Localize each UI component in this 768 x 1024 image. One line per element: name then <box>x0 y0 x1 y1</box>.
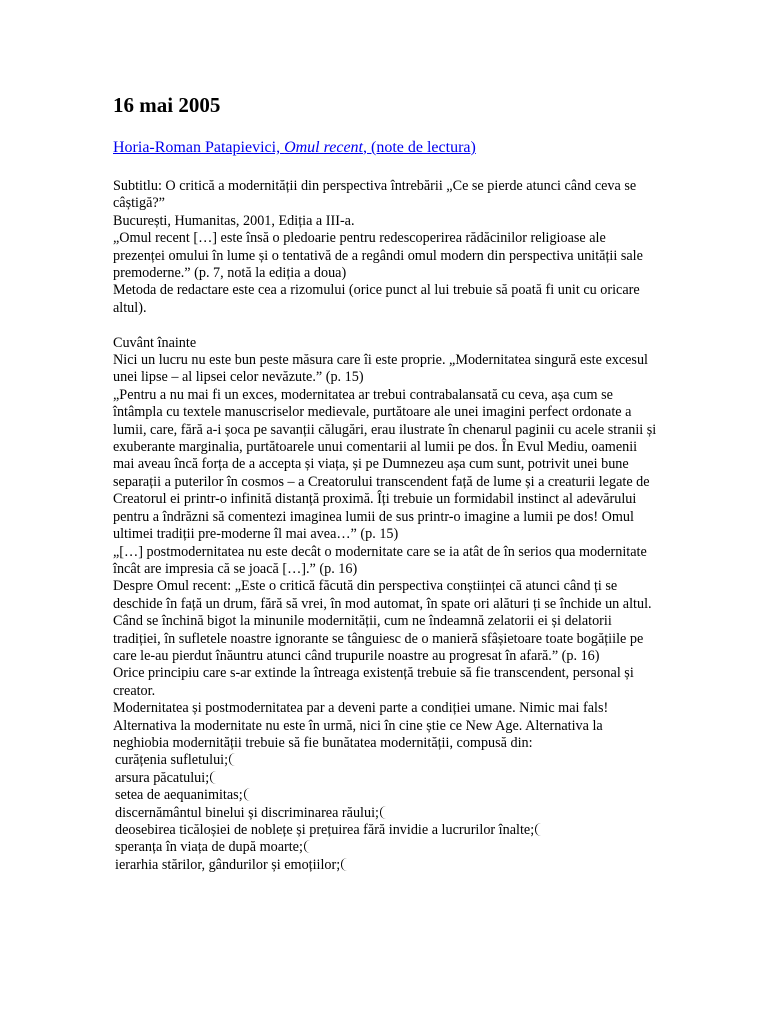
paragraph: București, Humanitas, 2001, Ediția a III-a. <box>113 212 355 229</box>
virtues-list <box>113 752 658 874</box>
post-date: 16 mai 2005 <box>113 93 221 117</box>
list-item: arsura păcatului; <box>113 770 658 787</box>
article-title-link[interactable] <box>113 138 658 158</box>
book-title: Omul recent <box>284 139 363 156</box>
paragraph: „Pentru a nu mai fi un exces, modernitatea ar trebui contrabalansată cu ceva, așa cum se întâmpla cu textele manuscriselor medievale, purtătoare ale unei imagini perfect ordonate a lumii, care, fără a-i șoca pe savanții călugări, erau ilustrate în chenarul paginii cu acele stranii și exuberante marginalia, purtătoarele unui comentarii al lumii pe dos. În Evul Mediu, oamenii mai aveau încă forța de a accepta și viața, și pe Dumnezeu așa cum sunt, potrivit unei bune separații a puterilor în cosmos – a Creatorului transcendent față de lume și a creaturii legate de Creatorul ei printr-o infinită distanță proximă. Îți trebuie un formidabil instinct al adevărului pentru a îndrăzni să comentezi imaginea lumii de sus printr-o imagine a lumii pe dos! Omul ultimei tradiții pre-moderne îl mai avea…” (p. 15) <box>113 386 657 543</box>
list-item: speranța în viața de după moarte; <box>113 839 658 856</box>
list-item: deosebirea ticăloșiei de noblețe și prețuirea fără invidie a lucrurilor înalte; <box>113 822 658 839</box>
title-suffix: , (note de lectura) <box>363 139 476 156</box>
author-name: Horia-Roman Patapievici, <box>113 139 285 156</box>
list-item: discernământul binelui și discriminarea răului; <box>113 805 658 822</box>
paragraph: Subtitlu: O critică a modernității din perspectiva întrebării „Ce se pierde atunci când ceva se câștigă?” <box>113 178 637 212</box>
paragraph: Metoda de redactare este cea a rizomului (orice punct al lui trebuie să poată fi unit cu oricare altul). <box>113 282 640 316</box>
bracket-mark-icon <box>229 753 236 766</box>
paragraph: Modernitatea și postmodernitatea par a deveni parte a condiției umane. Nimic mai fals! Alternativa la modernitate nu este în urmă, nici în cine știe ce New Age. Alternativa la neghiobia modernității trebuie să fie bunătatea modernității, compusă din: <box>113 700 609 751</box>
paragraph: Orice principiu care s-ar extinde la întreaga existență trebuie să fie transcendent, personal și creator. <box>113 665 634 699</box>
spacer <box>113 317 658 334</box>
list-item: curățenia sufletului; <box>113 752 658 769</box>
list-item: ierarhia stărilor, gândurilor și emoțiilor; <box>113 857 658 874</box>
foreword-section <box>113 335 658 753</box>
intro-section <box>113 178 658 317</box>
bracket-mark-icon <box>341 858 348 871</box>
paragraph: Despre Omul recent: „Este o critică făcută din perspectiva conștiinței că atunci când ți se deschide în față un drum, fără să vrei, în mod automat, în spate ori alături ți se închide un altul. Când se închină bigot la minunile modernității, cum ne îndeamnă zelatorii ei și delatorii tradiției, în sufletele noastre ignorante se tânguiesc de o manieră sfâșietoare toate bogățiile pe care le-au pierdut înăuntru atunci când trupurile noastre au progresat în afară.” (p. 16) <box>113 578 652 664</box>
bracket-mark-icon <box>304 840 311 853</box>
paragraph: „Omul recent […] este însă o pledoarie pentru redescoperirea rădăcinilor religioase ale prezenței omului în lume și o tentativă de a regândi omul modern din perspectiva unității sale premoderne.” (p. 7, notă la ediția a doua) <box>113 230 643 282</box>
section-heading: Cuvânt înainte <box>113 334 197 351</box>
paragraph: „[…] postmodernitatea nu este decât o modernitate care se ia atât de în serios qua modernitate încât are impresia că se joacă […].” (p. 16) <box>113 543 647 577</box>
bracket-mark-icon <box>244 788 251 801</box>
bracket-mark-icon <box>535 823 542 836</box>
list-item: setea de aequanimitas; <box>113 787 658 804</box>
bracket-mark-icon <box>210 771 217 784</box>
paragraph: Nici un lucru nu este bun peste măsura care îi este proprie. „Modernitatea singură este excesul unei lipse – al lipsei celor nevăzute.” (p. 15) <box>113 352 648 386</box>
bracket-mark-icon <box>380 806 387 819</box>
